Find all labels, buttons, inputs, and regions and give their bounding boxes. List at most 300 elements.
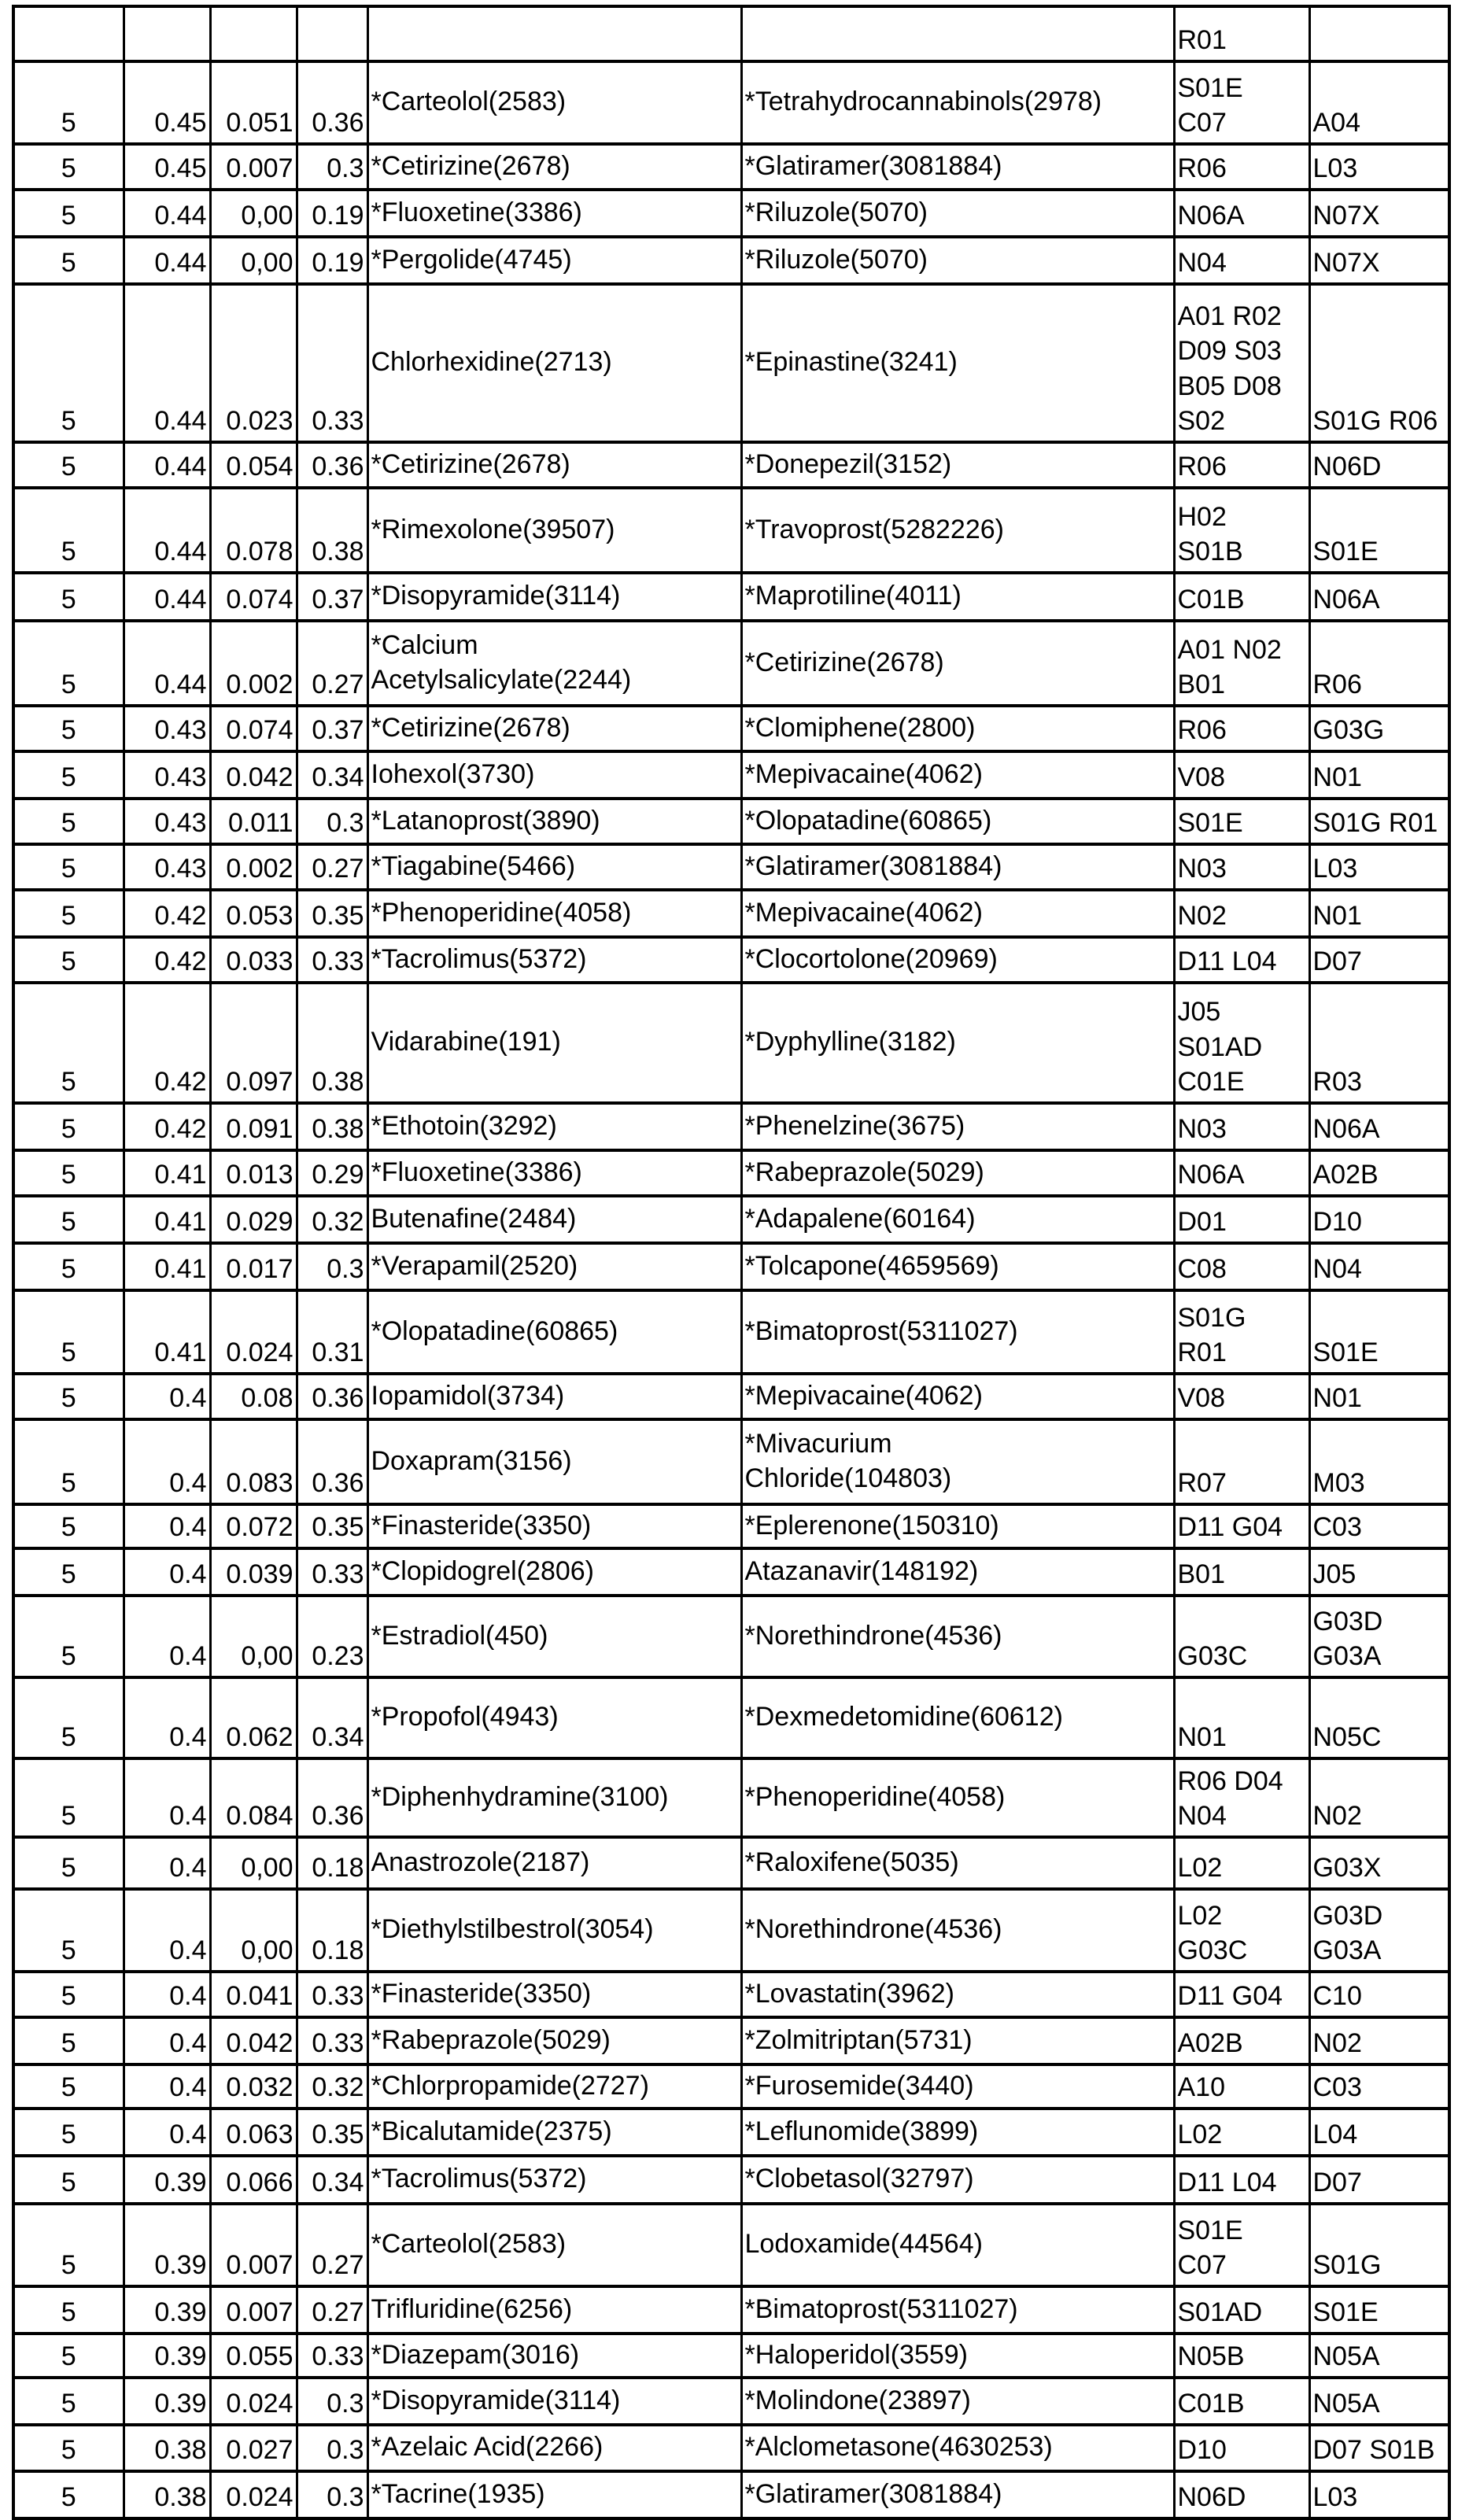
atc1-cell: V08 [1174, 1374, 1309, 1419]
score3-cell: 0.37 [297, 573, 367, 621]
table-row [13, 61, 1449, 144]
score3-cell: 0.36 [297, 442, 367, 488]
score3-cell: 0.3 [297, 144, 367, 190]
rank-cell: 5 [13, 237, 124, 284]
score2-cell: 0.053 [210, 890, 297, 937]
atc1-cell: N06D [1174, 2471, 1309, 2518]
atc1-cell: B01 [1174, 1548, 1309, 1596]
table-row [13, 1972, 1449, 2017]
drug2-cell: *Lovastatin(3962) [741, 1972, 1174, 2017]
drug1-cell: *Azelaic Acid(2266) [367, 2425, 741, 2471]
score2-cell [210, 6, 297, 61]
score3-cell: 0.31 [297, 1290, 367, 1374]
drug1-cell: Anastrozole(2187) [367, 1837, 741, 1889]
drug1-cell: *Carteolol(2583) [367, 61, 741, 144]
score3-cell: 0.27 [297, 2286, 367, 2334]
atc2-cell: L03 [1309, 2471, 1449, 2518]
table-row [13, 799, 1449, 844]
rank-cell: 5 [13, 1837, 124, 1889]
table-row [13, 1290, 1449, 1374]
rank-cell: 5 [13, 621, 124, 706]
rank-cell: 5 [13, 1758, 124, 1837]
table-row [13, 1196, 1449, 1243]
score3-cell: 0.33 [297, 2017, 367, 2064]
score1-cell: 0.41 [124, 1290, 210, 1374]
score2-cell: 0,00 [210, 237, 297, 284]
rank-cell: 5 [13, 61, 124, 144]
atc1-cell: L02 [1174, 2109, 1309, 2156]
score2-cell: 0.091 [210, 1103, 297, 1150]
rank-cell: 5 [13, 1290, 124, 1374]
atc1-cell: S01G R01 [1174, 1290, 1309, 1374]
rank-cell: 5 [13, 1972, 124, 2017]
drug1-cell: *Finasteride(3350) [367, 1504, 741, 1548]
table-row [13, 2109, 1449, 2156]
score1-cell: 0.4 [124, 1596, 210, 1677]
drug1-cell: *Bicalutamide(2375) [367, 2109, 741, 2156]
score3-cell: 0.36 [297, 1758, 367, 1837]
atc2-cell [1309, 6, 1449, 61]
drug1-cell: *Diphenhydramine(3100) [367, 1758, 741, 1837]
score1-cell: 0.38 [124, 2425, 210, 2471]
drug1-cell: *Chlorpropamide(2727) [367, 2064, 741, 2109]
score3-cell: 0.27 [297, 2204, 367, 2286]
table-row [13, 1103, 1449, 1150]
rank-cell: 5 [13, 1596, 124, 1677]
score2-cell: 0,00 [210, 1837, 297, 1889]
drug-pair-table [12, 5, 1451, 2520]
table-row [13, 2334, 1449, 2378]
score3-cell: 0.3 [297, 799, 367, 844]
rank-cell: 5 [13, 488, 124, 573]
drug2-cell [741, 6, 1174, 61]
atc2-cell: N02 [1309, 1758, 1449, 1837]
score1-cell: 0.45 [124, 144, 210, 190]
drug2-cell: Atazanavir(148192) [741, 1548, 1174, 1596]
score1-cell: 0.42 [124, 983, 210, 1103]
drug1-cell: *Finasteride(3350) [367, 1972, 741, 2017]
table-row [13, 1150, 1449, 1196]
drug1-cell: *Tacrine(1935) [367, 2471, 741, 2518]
score3-cell: 0.19 [297, 190, 367, 237]
rank-cell: 5 [13, 1504, 124, 1548]
drug2-cell: *Riluzole(5070) [741, 190, 1174, 237]
score3-cell: 0.3 [297, 2378, 367, 2425]
score2-cell: 0.063 [210, 2109, 297, 2156]
score1-cell: 0.4 [124, 2064, 210, 2109]
atc1-cell: S01E [1174, 799, 1309, 844]
score2-cell: 0.055 [210, 2334, 297, 2378]
score1-cell: 0.42 [124, 937, 210, 983]
atc2-cell: S01G [1309, 2204, 1449, 2286]
drug2-cell: *Zolmitriptan(5731) [741, 2017, 1174, 2064]
drug1-cell: Iohexol(3730) [367, 751, 741, 799]
score1-cell: 0.43 [124, 751, 210, 799]
atc1-cell: S01E C07 [1174, 2204, 1309, 2286]
score3-cell: 0.3 [297, 2425, 367, 2471]
atc1-cell: R06 [1174, 706, 1309, 751]
score2-cell: 0.041 [210, 1972, 297, 2017]
drug1-cell: *Rimexolone(39507) [367, 488, 741, 573]
atc2-cell: C03 [1309, 2064, 1449, 2109]
table-row [13, 844, 1449, 890]
atc2-cell: N02 [1309, 2017, 1449, 2064]
drug2-cell: *Glatiramer(3081884) [741, 2471, 1174, 2518]
atc1-cell: N04 [1174, 237, 1309, 284]
score1-cell: 0.39 [124, 2156, 210, 2204]
atc2-cell: S01G R01 [1309, 799, 1449, 844]
score1-cell: 0.43 [124, 799, 210, 844]
score2-cell: 0.072 [210, 1504, 297, 1548]
atc1-cell: A02B [1174, 2017, 1309, 2064]
score1-cell: 0.39 [124, 2378, 210, 2425]
rank-cell: 5 [13, 2156, 124, 2204]
score1-cell: 0.4 [124, 1677, 210, 1758]
atc2-cell: N06A [1309, 1103, 1449, 1150]
drug2-cell: *Dexmedetomidine(60612) [741, 1677, 1174, 1758]
atc1-cell: N06A [1174, 190, 1309, 237]
atc2-cell: G03D G03A [1309, 1596, 1449, 1677]
atc2-cell: C03 [1309, 1504, 1449, 1548]
rank-cell: 5 [13, 1103, 124, 1150]
drug2-cell: *Maprotiline(4011) [741, 573, 1174, 621]
atc1-cell: N03 [1174, 1103, 1309, 1150]
score1-cell: 0.4 [124, 1837, 210, 1889]
rank-cell: 5 [13, 1677, 124, 1758]
atc2-cell: N07X [1309, 190, 1449, 237]
score2-cell: 0.002 [210, 844, 297, 890]
score2-cell: 0.011 [210, 799, 297, 844]
rank-cell: 5 [13, 937, 124, 983]
score3-cell: 0.38 [297, 1103, 367, 1150]
score1-cell: 0.4 [124, 2109, 210, 2156]
score2-cell: 0,00 [210, 1889, 297, 1972]
score1-cell: 0.4 [124, 2017, 210, 2064]
score1-cell: 0.42 [124, 1103, 210, 1150]
score3-cell: 0.33 [297, 1972, 367, 2017]
table-row [13, 1889, 1449, 1972]
drug2-cell: *Cetirizine(2678) [741, 621, 1174, 706]
rank-cell: 5 [13, 2064, 124, 2109]
score3-cell: 0.33 [297, 937, 367, 983]
table-row [13, 1374, 1449, 1419]
score2-cell: 0.027 [210, 2425, 297, 2471]
score3-cell: 0.3 [297, 2471, 367, 2518]
drug1-cell: *Clopidogrel(2806) [367, 1548, 741, 1596]
atc2-cell: M03 [1309, 1419, 1449, 1504]
drug2-cell: *Glatiramer(3081884) [741, 144, 1174, 190]
rank-cell: 5 [13, 284, 124, 442]
atc1-cell: A10 [1174, 2064, 1309, 2109]
score1-cell: 0.42 [124, 890, 210, 937]
atc2-cell: N06D [1309, 442, 1449, 488]
score2-cell: 0.08 [210, 1374, 297, 1419]
score3-cell: 0.34 [297, 1677, 367, 1758]
score1-cell: 0.39 [124, 2286, 210, 2334]
score1-cell: 0.4 [124, 1548, 210, 1596]
rank-cell: 5 [13, 2334, 124, 2378]
score1-cell: 0.44 [124, 284, 210, 442]
drug1-cell: Vidarabine(191) [367, 983, 741, 1103]
score2-cell: 0.024 [210, 2471, 297, 2518]
table-row [13, 573, 1449, 621]
rank-cell: 5 [13, 2017, 124, 2064]
drug1-cell: Iopamidol(3734) [367, 1374, 741, 1419]
atc1-cell: N01 [1174, 1677, 1309, 1758]
drug2-cell: *Raloxifene(5035) [741, 1837, 1174, 1889]
score1-cell: 0.41 [124, 1150, 210, 1196]
score2-cell: 0.084 [210, 1758, 297, 1837]
atc1-cell: D11 L04 [1174, 937, 1309, 983]
atc1-cell: A01 N02 B01 [1174, 621, 1309, 706]
score2-cell: 0.097 [210, 983, 297, 1103]
score2-cell: 0.007 [210, 2204, 297, 2286]
drug2-cell: *Dyphylline(3182) [741, 983, 1174, 1103]
drug1-cell: *Diazepam(3016) [367, 2334, 741, 2378]
score1-cell: 0.44 [124, 573, 210, 621]
score1-cell: 0.41 [124, 1196, 210, 1243]
table-row [13, 2204, 1449, 2286]
table-row [13, 890, 1449, 937]
score3-cell: 0.3 [297, 1243, 367, 1290]
score2-cell: 0.029 [210, 1196, 297, 1243]
drug2-cell: *Mepivacaine(4062) [741, 1374, 1174, 1419]
atc2-cell: J05 [1309, 1548, 1449, 1596]
score1-cell: 0.44 [124, 190, 210, 237]
drug1-cell: Doxapram(3156) [367, 1419, 741, 1504]
table-row [13, 2425, 1449, 2471]
atc2-cell: N07X [1309, 237, 1449, 284]
table-row [13, 1758, 1449, 1837]
score2-cell: 0,00 [210, 1596, 297, 1677]
drug2-cell: *Donepezil(3152) [741, 442, 1174, 488]
atc2-cell: N05C [1309, 1677, 1449, 1758]
score1-cell: 0.4 [124, 1374, 210, 1419]
drug1-cell: Chlorhexidine(2713) [367, 284, 741, 442]
atc2-cell: S01E [1309, 488, 1449, 573]
score3-cell: 0.38 [297, 488, 367, 573]
drug1-cell: *Propofol(4943) [367, 1677, 741, 1758]
rank-cell: 5 [13, 2286, 124, 2334]
drug2-cell: *Molindone(23897) [741, 2378, 1174, 2425]
atc1-cell: J05 S01AD C01E [1174, 983, 1309, 1103]
drug1-cell: *Estradiol(450) [367, 1596, 741, 1677]
drug1-cell: *Olopatadine(60865) [367, 1290, 741, 1374]
atc2-cell: N05A [1309, 2334, 1449, 2378]
rank-cell: 5 [13, 1419, 124, 1504]
table-row [13, 1419, 1449, 1504]
score2-cell: 0.007 [210, 2286, 297, 2334]
atc1-cell: C08 [1174, 1243, 1309, 1290]
score2-cell: 0.083 [210, 1419, 297, 1504]
drug2-cell: *Leflunomide(3899) [741, 2109, 1174, 2156]
drug2-cell: *Bimatoprost(5311027) [741, 1290, 1174, 1374]
atc1-cell: R06 D04 N04 [1174, 1758, 1309, 1837]
drug2-cell: Lodoxamide(44564) [741, 2204, 1174, 2286]
drug1-cell: *Carteolol(2583) [367, 2204, 741, 2286]
drug2-cell: *Mivacurium Chloride(104803) [741, 1419, 1174, 1504]
atc2-cell: A02B [1309, 1150, 1449, 1196]
score2-cell: 0.042 [210, 2017, 297, 2064]
drug1-cell: *Tacrolimus(5372) [367, 2156, 741, 2204]
drug2-cell: *Furosemide(3440) [741, 2064, 1174, 2109]
drug2-cell: *Phenoperidine(4058) [741, 1758, 1174, 1837]
score3-cell: 0.19 [297, 237, 367, 284]
atc1-cell: D01 [1174, 1196, 1309, 1243]
rank-cell: 5 [13, 2378, 124, 2425]
score2-cell: 0.017 [210, 1243, 297, 1290]
rank-cell: 5 [13, 442, 124, 488]
drug2-cell: *Epinastine(3241) [741, 284, 1174, 442]
drug1-cell: *Phenoperidine(4058) [367, 890, 741, 937]
drug1-cell [367, 6, 741, 61]
table-body [13, 6, 1449, 2518]
score3-cell: 0.38 [297, 983, 367, 1103]
atc2-cell: L04 [1309, 2109, 1449, 2156]
rank-cell: 5 [13, 799, 124, 844]
rank-cell: 5 [13, 1548, 124, 1596]
atc1-cell: R07 [1174, 1419, 1309, 1504]
drug1-cell: *Cetirizine(2678) [367, 706, 741, 751]
rank-cell [13, 6, 124, 61]
atc2-cell: L03 [1309, 144, 1449, 190]
rank-cell: 5 [13, 1150, 124, 1196]
score3-cell: 0.32 [297, 1196, 367, 1243]
score1-cell: 0.39 [124, 2334, 210, 2378]
drug1-cell: *Tiagabine(5466) [367, 844, 741, 890]
rank-cell: 5 [13, 1374, 124, 1419]
table-row [13, 284, 1449, 442]
score1-cell [124, 6, 210, 61]
atc2-cell: N06A [1309, 573, 1449, 621]
atc2-cell: D10 [1309, 1196, 1449, 1243]
rank-cell: 5 [13, 1243, 124, 1290]
atc2-cell: N01 [1309, 890, 1449, 937]
table-row [13, 2156, 1449, 2204]
drug2-cell: *Mepivacaine(4062) [741, 751, 1174, 799]
drug2-cell: *Clobetasol(32797) [741, 2156, 1174, 2204]
table-row [13, 1548, 1449, 1596]
score2-cell: 0,00 [210, 190, 297, 237]
atc2-cell: S01G R06 [1309, 284, 1449, 442]
atc1-cell: L02 G03C [1174, 1889, 1309, 1972]
score3-cell: 0.36 [297, 61, 367, 144]
rank-cell: 5 [13, 1889, 124, 1972]
score3-cell: 0.36 [297, 1374, 367, 1419]
drug2-cell: *Adapalene(60164) [741, 1196, 1174, 1243]
drug1-cell: *Rabeprazole(5029) [367, 2017, 741, 2064]
table-row [13, 1677, 1449, 1758]
table-row [13, 1837, 1449, 1889]
atc1-cell: R06 [1174, 144, 1309, 190]
score1-cell: 0.45 [124, 61, 210, 144]
score1-cell: 0.43 [124, 844, 210, 890]
drug2-cell: *Olopatadine(60865) [741, 799, 1174, 844]
drug2-cell: *Bimatoprost(5311027) [741, 2286, 1174, 2334]
atc2-cell: D07 S01B [1309, 2425, 1449, 2471]
score3-cell: 0.34 [297, 751, 367, 799]
score3-cell: 0.35 [297, 890, 367, 937]
drug1-cell: *Disopyramide(3114) [367, 2378, 741, 2425]
atc1-cell: D10 [1174, 2425, 1309, 2471]
drug1-cell: *Ethotoin(3292) [367, 1103, 741, 1150]
score1-cell: 0.4 [124, 1889, 210, 1972]
table-row [13, 621, 1449, 706]
drug1-cell: *Pergolide(4745) [367, 237, 741, 284]
score2-cell: 0.074 [210, 573, 297, 621]
atc2-cell: N04 [1309, 1243, 1449, 1290]
rank-cell: 5 [13, 983, 124, 1103]
score2-cell: 0.042 [210, 751, 297, 799]
rank-cell: 5 [13, 1196, 124, 1243]
drug2-cell: *Tetrahydrocannabinols(2978) [741, 61, 1174, 144]
score2-cell: 0.051 [210, 61, 297, 144]
table-row [13, 144, 1449, 190]
score3-cell: 0.23 [297, 1596, 367, 1677]
score1-cell: 0.4 [124, 1972, 210, 2017]
score3-cell: 0.36 [297, 1419, 367, 1504]
drug2-cell: *Clocortolone(20969) [741, 937, 1174, 983]
atc1-cell: S01E C07 [1174, 61, 1309, 144]
atc1-cell: D11 G04 [1174, 1504, 1309, 1548]
atc1-cell: N06A [1174, 1150, 1309, 1196]
score1-cell: 0.38 [124, 2471, 210, 2518]
table-row [13, 937, 1449, 983]
drug2-cell: *Glatiramer(3081884) [741, 844, 1174, 890]
score3-cell: 0.18 [297, 1837, 367, 1889]
atc2-cell: D07 [1309, 937, 1449, 983]
score3-cell: 0.33 [297, 1548, 367, 1596]
score3-cell [297, 6, 367, 61]
atc1-cell: N05B [1174, 2334, 1309, 2378]
drug1-cell: *Fluoxetine(3386) [367, 1150, 741, 1196]
score3-cell: 0.27 [297, 844, 367, 890]
score3-cell: 0.29 [297, 1150, 367, 1196]
atc2-cell: N01 [1309, 1374, 1449, 1419]
score2-cell: 0.032 [210, 2064, 297, 2109]
rank-cell: 5 [13, 706, 124, 751]
atc2-cell: R06 [1309, 621, 1449, 706]
table-row [13, 488, 1449, 573]
atc1-cell: A01 R02 D09 S03 B05 D08 S02 [1174, 284, 1309, 442]
score1-cell: 0.4 [124, 1419, 210, 1504]
drug2-cell: *Tolcapone(4659569) [741, 1243, 1174, 1290]
score2-cell: 0.066 [210, 2156, 297, 2204]
drug2-cell: *Rabeprazole(5029) [741, 1150, 1174, 1196]
score2-cell: 0.024 [210, 1290, 297, 1374]
score2-cell: 0.074 [210, 706, 297, 751]
drug1-cell: *Latanoprost(3890) [367, 799, 741, 844]
drug1-cell: *Verapamil(2520) [367, 1243, 741, 1290]
drug2-cell: *Norethindrone(4536) [741, 1596, 1174, 1677]
rank-cell: 5 [13, 751, 124, 799]
drug2-cell: *Mepivacaine(4062) [741, 890, 1174, 937]
score1-cell: 0.4 [124, 1504, 210, 1548]
atc1-cell: R01 [1174, 6, 1309, 61]
rank-cell: 5 [13, 2425, 124, 2471]
atc2-cell: A04 [1309, 61, 1449, 144]
score2-cell: 0.062 [210, 1677, 297, 1758]
table-row [13, 751, 1449, 799]
atc2-cell: G03D G03A [1309, 1889, 1449, 1972]
score3-cell: 0.35 [297, 2109, 367, 2156]
drug1-cell: *Tacrolimus(5372) [367, 937, 741, 983]
atc1-cell: D11 G04 [1174, 1972, 1309, 2017]
atc1-cell: C01B [1174, 573, 1309, 621]
drug1-cell: *Disopyramide(3114) [367, 573, 741, 621]
drug2-cell: *Haloperidol(3559) [741, 2334, 1174, 2378]
table-row [13, 706, 1449, 751]
